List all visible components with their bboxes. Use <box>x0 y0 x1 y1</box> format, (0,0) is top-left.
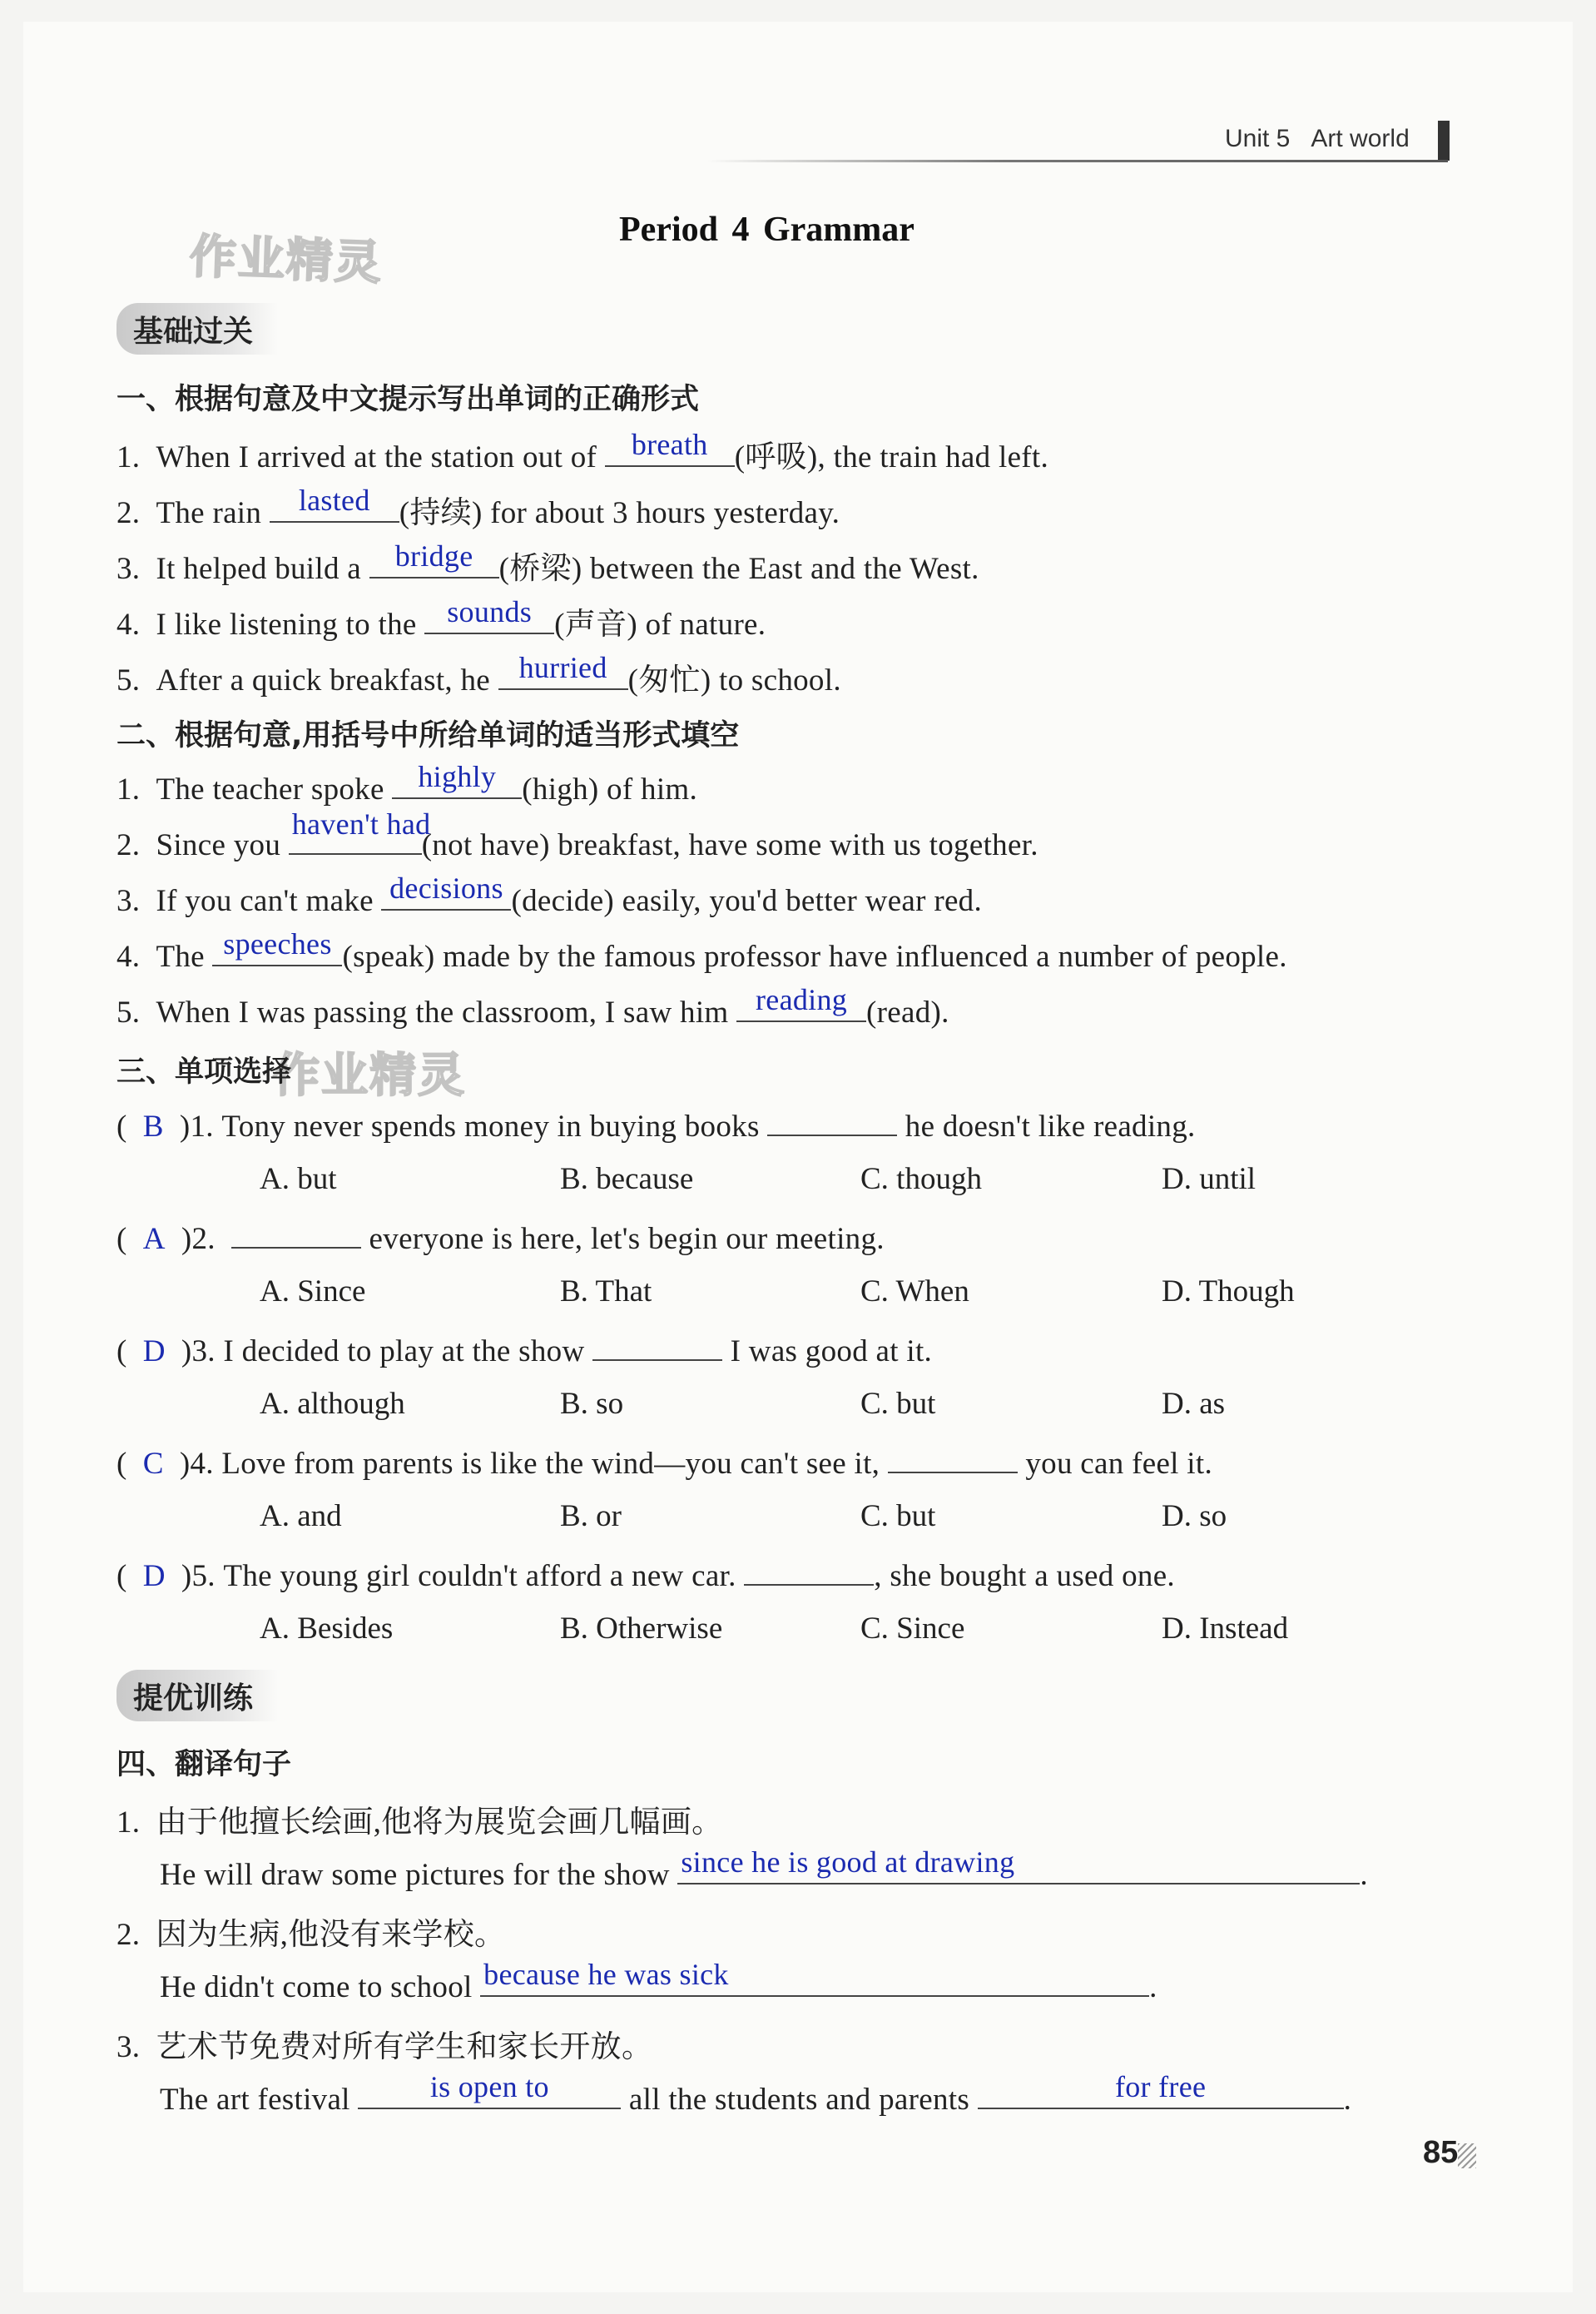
mc-question-4: ( C )4. Love from parents is like the wind—you can't see it, you can feel it. <box>116 1442 1212 1482</box>
mc-option-c[interactable]: C. though <box>860 1162 982 1196</box>
s2-item-5: 5. When I was passing the classroom, I saw him reading (read). <box>116 983 949 1030</box>
unit-label: Unit 5 <box>1225 125 1291 152</box>
mc-option-c[interactable]: C. but <box>860 1387 936 1421</box>
answer-blank[interactable] <box>888 1442 1018 1473</box>
header-rule <box>707 160 1448 162</box>
header-bar <box>1438 121 1450 161</box>
answer-blank[interactable]: haven't had <box>289 823 422 855</box>
mc-question-3: ( D )3. I decided to play at the show I was good at it. <box>116 1329 932 1369</box>
answer-blank[interactable]: lasted <box>270 491 399 523</box>
mc-option-a[interactable]: A. and <box>260 1499 342 1533</box>
answer-blank[interactable] <box>231 1217 361 1249</box>
page-number: 85 <box>1423 2135 1459 2170</box>
section1-heading: 一、根据句意及中文提示写出单词的正确形式 <box>116 383 700 416</box>
mc-option-b[interactable]: B. because <box>560 1162 694 1196</box>
section4-heading: 四、翻译句子 <box>116 1748 292 1781</box>
mc-answer: D <box>142 1334 166 1368</box>
answer-blank[interactable]: speeches <box>212 935 342 966</box>
answer-blank[interactable] <box>744 1554 874 1586</box>
mc-option-a[interactable]: A. but <box>260 1162 337 1196</box>
s1-item-1: 1. When I arrived at the station out of breath (呼吸), the train had left. <box>116 428 1049 474</box>
mc-question-1: ( B )1. Tony never spends money in buying books he doesn't like reading. <box>116 1105 1196 1145</box>
s1-item-5: 5. After a quick breakfast, he hurried (匆忙) to school. <box>116 651 841 698</box>
translate-item-3-prompt: 3. 艺术节免费对所有学生和家长开放。 <box>116 2030 653 2064</box>
s2-item-2: 2. Since you haven't had (not have) breakfast, have some with us together. <box>116 807 1038 862</box>
translate-item-2-answer: He didn't come to school because he was sick . <box>160 1958 1157 2004</box>
mc-option-a[interactable]: A. Besides <box>260 1611 394 1646</box>
mc-answer: A <box>142 1222 166 1256</box>
mc-option-c[interactable]: C. but <box>860 1499 936 1533</box>
mc-option-d[interactable]: D. Instead <box>1162 1611 1289 1646</box>
page-number-decoration <box>1458 2143 1476 2168</box>
mc-option-c[interactable]: C. When <box>860 1274 969 1308</box>
s1-item-4: 4. I like listening to the sounds (声音) of nature. <box>116 595 766 642</box>
answer-blank[interactable] <box>592 1329 722 1361</box>
mc-option-b[interactable]: B. or <box>560 1499 622 1533</box>
answer-blank[interactable]: breath <box>605 435 735 467</box>
mc-option-d[interactable]: D. as <box>1162 1387 1226 1421</box>
mc-option-d[interactable]: D. so <box>1162 1499 1227 1533</box>
mc-option-b[interactable]: B. That <box>560 1274 652 1308</box>
mc-answer: C <box>142 1447 164 1481</box>
answer-blank[interactable]: highly <box>392 767 522 799</box>
watermark-top: 作业精灵 <box>188 229 384 291</box>
translate-item-2-prompt: 2. 因为生病,他没有来学校。 <box>116 1918 506 1952</box>
unit-header <box>1225 125 1410 153</box>
answer-blank[interactable] <box>767 1105 897 1136</box>
answer-blank[interactable]: bridge <box>369 547 499 578</box>
translate-item-3-answer: The art festival is open to all the students and parents for free . <box>160 2070 1352 2117</box>
translate-item-1-answer: He will draw some pictures for the show since he is good at drawing . <box>160 1845 1368 1892</box>
answer-blank[interactable]: since he is good at drawing <box>677 1853 1360 1884</box>
answer-blank[interactable]: reading <box>736 991 866 1022</box>
section2-heading: 二、根据句意,用括号中所给单词的适当形式填空 <box>116 719 740 752</box>
answer-blank[interactable]: decisions <box>381 879 511 911</box>
s2-item-3: 3. If you can't make decisions (decide) easily, you'd better wear red. <box>116 871 983 918</box>
translate-item-1-prompt: 1. 由于他擅长绘画,他将为展览会画几幅画。 <box>116 1805 723 1840</box>
mc-option-a[interactable]: A. although <box>260 1387 405 1421</box>
topic-label: Art world <box>1311 125 1410 152</box>
s2-item-4: 4. The speeches (speak) made by the famous professor have influenced a number of people. <box>116 927 1287 974</box>
advanced-badge: 提优训练 <box>116 1670 278 1721</box>
mc-option-d[interactable]: D. until <box>1162 1162 1256 1196</box>
mc-question-2: ( A )2. everyone is here, let's begin our meeting. <box>116 1217 885 1257</box>
answer-blank[interactable]: because he was sick <box>480 1965 1149 1997</box>
s1-item-3: 3. It helped build a bridge (桥梁) between the East and the West. <box>116 539 979 586</box>
mc-option-b[interactable]: B. Otherwise <box>560 1611 723 1646</box>
answer-blank[interactable]: sounds <box>424 603 554 634</box>
s2-item-1: 1. The teacher spoke highly (high) of him. <box>116 760 698 807</box>
answer-blank[interactable]: is open to <box>358 2078 621 2109</box>
answer-blank[interactable]: hurried <box>498 658 628 690</box>
mc-option-b[interactable]: B. so <box>560 1387 624 1421</box>
mc-option-d[interactable]: D. Though <box>1162 1274 1295 1308</box>
page-title: Period 4 Grammar <box>619 211 914 249</box>
basic-badge: 基础过关 <box>116 303 278 355</box>
answer-blank[interactable]: for free <box>978 2078 1344 2109</box>
s1-item-2: 2. The rain lasted (持续) for about 3 hours yesterday. <box>116 484 840 530</box>
mc-answer: D <box>142 1559 166 1593</box>
mc-option-c[interactable]: C. Since <box>860 1611 965 1646</box>
mc-question-5: ( D )5. The young girl couldn't afford a new car. , she bought a used one. <box>116 1554 1175 1594</box>
watermark-middle: 作业精灵 <box>273 1049 466 1103</box>
section3-heading: 三、单项选择 <box>116 1055 292 1089</box>
mc-answer: B <box>142 1110 164 1144</box>
mc-option-a[interactable]: A. Since <box>260 1274 366 1308</box>
